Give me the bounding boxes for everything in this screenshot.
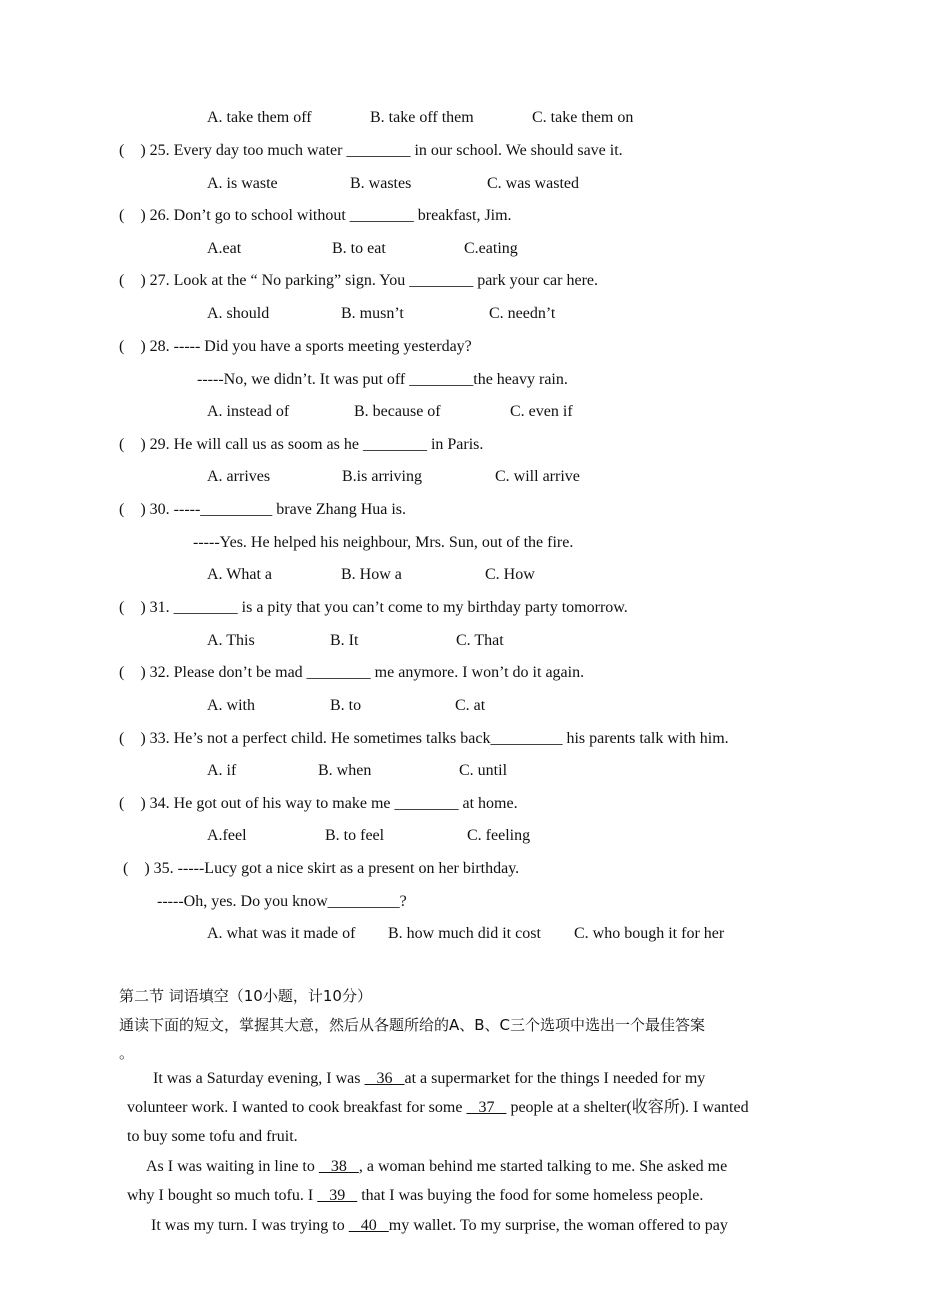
answer-option: C. needn’t	[489, 305, 556, 322]
question-stem: ( ) 32. Please don’t be mad ________ me anymore. I won’t do it again.	[119, 664, 585, 681]
answer-option: B. to feel	[325, 827, 385, 844]
question-stem: ( ) 33. He’s not a perfect child. He sometimes talks back_________ his parents talk with him.	[119, 730, 729, 747]
answer-option: B. How a	[341, 566, 402, 583]
answer-option: C. was wasted	[487, 175, 579, 192]
answer-option: C. take them on	[532, 109, 634, 126]
answer-option: -----Oh, yes. Do you know_________?	[157, 893, 407, 910]
answer-option: A. take them off	[207, 109, 312, 126]
section-heading: 第二节 词语填空（10小题，计10分）	[119, 987, 372, 1005]
question-stem: ( ) 26. Don’t go to school without ________ breakfast, Jim.	[119, 207, 512, 224]
answer-option: B. It	[330, 632, 359, 649]
passage-line	[127, 1098, 749, 1118]
answer-option: C. who bough it for her	[574, 925, 725, 942]
answer-option: A. instead of	[207, 403, 290, 420]
blank-number: 37	[466, 1099, 507, 1116]
question-stem: ( ) 35. -----Lucy got a nice skirt as a present on her birthday.	[123, 860, 520, 877]
answer-option: C. How	[485, 566, 535, 583]
answer-option: B. when	[318, 762, 372, 779]
answer-option: C. feeling	[467, 827, 531, 844]
passage-line	[151, 1216, 728, 1236]
answer-option: A. with	[207, 697, 255, 714]
question-stem: ( ) 31. ________ is a pity that you can’t come to my birthday party tomorrow.	[119, 599, 628, 616]
question-stem: ( ) 25. Every day too much water ________ in our school. We should save it.	[119, 142, 623, 159]
answer-option: A. what was it made of	[207, 925, 356, 942]
section-instruction: 通读下面的短文，掌握其大意，然后从各题所给的A、B、C三个选项中选出一个最佳答案	[119, 1016, 706, 1034]
passage-text: at a supermarket for the things I needed for my	[404, 1070, 706, 1087]
answer-option: A. arrives	[207, 468, 271, 485]
answer-option: B. to eat	[332, 240, 386, 257]
section-instruction-end: 。	[119, 1044, 135, 1062]
answer-option: A. This	[207, 632, 255, 649]
passage-line	[146, 1157, 727, 1177]
blank-number: 38	[318, 1158, 359, 1175]
answer-option: A.feel	[207, 827, 247, 844]
answer-option: -----Yes. He helped his neighbour, Mrs. Sun, out of the fire.	[193, 534, 574, 551]
passage-text: my wallet. To my surprise, the woman offered to pay	[388, 1217, 728, 1234]
passage-text: volunteer work. I wanted to cook breakfast for some	[127, 1099, 467, 1116]
answer-option: C. even if	[510, 403, 573, 420]
passage-text: It was my turn. I was trying to	[151, 1217, 349, 1234]
answer-option: B. wastes	[350, 175, 412, 192]
answer-option: B. to	[330, 697, 362, 714]
answer-option: C. until	[459, 762, 508, 779]
answer-option: C.eating	[464, 240, 518, 257]
question-stem: ( ) 30. -----_________ brave Zhang Hua is.	[119, 501, 407, 518]
question-stem: ( ) 34. He got out of his way to make me ________ at home.	[119, 795, 518, 812]
answer-option: C. will arrive	[495, 468, 580, 485]
passage-text: It was a Saturday evening, I was	[153, 1070, 365, 1087]
answer-option: A. is waste	[207, 175, 278, 192]
answer-option: A. if	[207, 762, 237, 779]
passage-line	[127, 1186, 703, 1206]
blank-number: 36	[364, 1070, 405, 1087]
answer-option: B. because of	[354, 403, 441, 420]
answer-option: C. at	[455, 697, 486, 714]
blank-number: 40	[348, 1217, 389, 1234]
answer-option: B. how much did it cost	[388, 925, 541, 942]
passage-line	[153, 1069, 705, 1089]
question-stem: ( ) 27. Look at the “ No parking” sign. You ________ park your car here.	[119, 272, 599, 289]
answer-option: B. musn’t	[341, 305, 404, 322]
passage-text: As I was waiting in line to	[146, 1158, 319, 1175]
answer-option: -----No, we didn’t. It was put off ________the heavy rain.	[197, 371, 568, 388]
passage-text: why I bought so much tofu. I	[127, 1187, 318, 1204]
answer-option: B. take off them	[370, 109, 474, 126]
answer-option: A. What a	[207, 566, 273, 583]
passage-text: people at a shelter(收容所). I wanted	[506, 1099, 749, 1116]
passage-line	[127, 1127, 298, 1147]
answer-option: A. should	[207, 305, 270, 322]
question-stem: ( ) 29. He will call us as soom as he ________ in Paris.	[119, 436, 484, 453]
answer-option: B.is arriving	[342, 468, 422, 485]
answer-option: A.eat	[207, 240, 242, 257]
passage-text: , a woman behind me started talking to me. She asked me	[358, 1158, 728, 1175]
answer-option: C. That	[456, 632, 504, 649]
question-stem: ( ) 28. ----- Did you have a sports meeting yesterday?	[119, 338, 472, 355]
passage-text: that I was buying the food for some homeless people.	[357, 1187, 704, 1204]
passage-text: to buy some tofu and fruit.	[127, 1128, 298, 1145]
blank-number: 39	[317, 1187, 358, 1204]
